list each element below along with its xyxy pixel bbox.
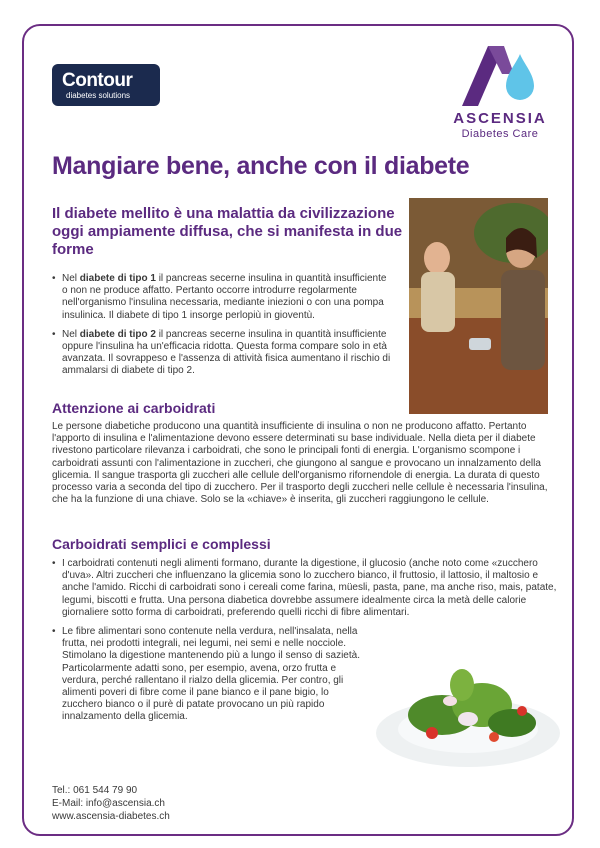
contact-email: E-Mail: info@ascensia.ch xyxy=(52,798,165,809)
contact-website: www.ascensia-diabetes.ch xyxy=(52,811,170,822)
section-heading-simple-complex: Carboidrati semplici e complessi xyxy=(52,536,271,552)
list-item: • I carboidrati contenuti negli alimenti formano, durante la digestione, il glucosio (anche noto come «zucchero d'uva». Altri zuccheri che influenzano la glicemia sono lo zucchero bianco, il fruttosio, il lattosio, il maltosio e anche l'amido. Ricchi di carboidrati sono i cereali come farina, müesli, pasta, pane, ma anche riso, mais, patate, legumi, biscotti e frutta. Una persona diabetica dovrebbe assumere idealmente circa la metà delle calorie giornaliere sotto forma di carboidrati, preferendo quelli ricchi di fibre alimentari. xyxy=(52,558,558,619)
list-item: • Nel diabete di tipo 2 il pancreas secerne insulina in quantità insufficiente oppure l'insulina ha un'efficacia ridotta. Questa forma compare solo in età avanzata. Il sovrappeso e l'assenza di attività fisica aumentano il rischio di ammalarsi di diabete di tipo 2. xyxy=(52,329,392,378)
page-title: Mangiare bene, anche con il diabete xyxy=(52,152,470,180)
ascensia-name: ASCENSIA xyxy=(453,110,547,127)
contour-brand: Contour xyxy=(62,70,133,91)
list-item: • Nel diabete di tipo 1 il pancreas secerne insulina in quantità insufficiente o non ne produce affatto. Pertanto occorre introdurre regolarmente nell'organismo l'insulina necessaria, mediante iniezioni o con una pompa insulinica. Il diabete di tipo 1 insorge perlopiù in gioventù. xyxy=(52,273,392,322)
contour-subtitle: diabetes solutions xyxy=(66,91,131,100)
list-item: • Le fibre alimentari sono contenute nella verdura, nell'insalata, nella frutta, nei prodotti integrali, nei legumi, nei semi e nelle nocciole. Stimolano la digestione mantenendo più a lungo il senso di sazietà. Particolarmente adatti sono, per esempio, avena, orzo frutta e verdura, perché rallentano il rialzo della glicemia. Per contro, gli alimenti poveri di fibre come il pane bianco e il pane bigio, lo zucchero bianco o il purè di patate provocano un più rapido innalzamento della glicemia. xyxy=(52,626,372,724)
ascensia-tagline: Diabetes Care xyxy=(461,128,539,140)
couple-photo xyxy=(409,198,548,414)
ascensia-logo xyxy=(440,44,560,144)
section-body-carbs: Le persone diabetiche producono una quantità insufficiente di insulina o non ne producono affatto. Pertanto l'apporto di insulina e l'alimentazione devono essere determinati su base individuale. Nella dieta per il diabete rivestono particolare rilevanza i carboidrati, che sono le principali fonti di energia. L'organismo scompone i carboidrati assunti con l'alimentazione in zuccheri, che giungono al sangue e provocano un innalzamento della glicemia. Il sangue trasporta gli zuccheri alle cellule dell'organismo rifornendole di energia. La durata di questo processo varia a seconda del tipo di zucchero. Per il trasporto degli zuccheri nelle cellule è necessaria l'insulina, che ha la funzione di una chiave. Solo se la «chiave» è inserita, gli zuccheri raggiungono le cellule. xyxy=(52,421,548,506)
intro-heading: Il diabete mellito è una malattia da civilizzazione oggi ampiamente diffusa, che si manifesta in due forme xyxy=(52,205,403,258)
salad-photo xyxy=(372,645,560,775)
diabetes-types-list xyxy=(52,273,392,385)
section-heading-carbs: Attenzione ai carboidrati xyxy=(52,400,216,416)
contour-logo xyxy=(52,64,160,106)
ascensia-mark-icon xyxy=(458,44,538,108)
contact-info xyxy=(52,784,170,823)
contact-phone: Tel.: 061 544 79 90 xyxy=(52,785,138,796)
